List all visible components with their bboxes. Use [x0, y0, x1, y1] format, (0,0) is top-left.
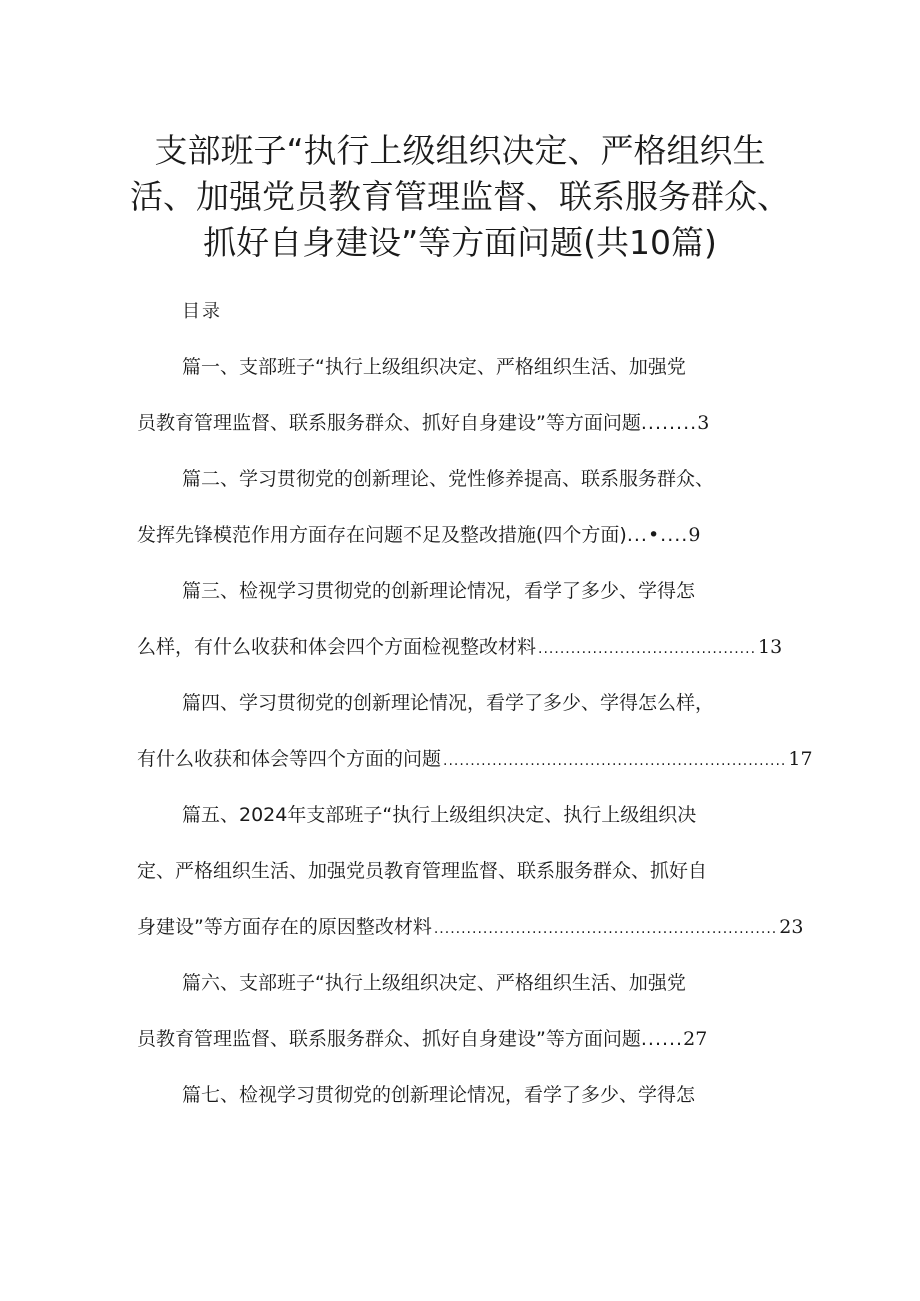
toc-entry-4-page: 17 — [788, 748, 813, 770]
title-line-3: 抓好自身建设”等方面问题(共10篇) — [203, 223, 717, 262]
title-line-2: 活、加强党员教育管理监督、联系服务群众、 — [130, 177, 790, 216]
title-line-1: 支部班子“执行上级组织决定、严格组织生 — [154, 131, 766, 170]
toc-entry-1-line-2[interactable] — [137, 408, 709, 438]
toc-entry-4-line-1[interactable]: 篇四、学习贯彻党的创新理论情况，看学了多少、学得怎么样， — [182, 692, 715, 714]
toc-entry-5-line-3[interactable] — [137, 912, 804, 944]
toc-entry-6-line-2[interactable] — [137, 1024, 707, 1054]
toc-entry-2-leader: ...•.... — [626, 524, 689, 546]
toc-entry-3-leader: ........................................ — [538, 641, 757, 657]
toc-heading: 目录 — [182, 301, 222, 322]
toc-entry-1-leader: ........ — [640, 412, 698, 434]
toc-entry-4-line-2[interactable] — [137, 744, 813, 776]
toc-entry-3-page: 13 — [758, 636, 783, 658]
toc-entry-6-text: 员教育管理监督、联系服务群众、抓好自身建设”等方面问题 — [137, 1028, 641, 1050]
toc-entry-5-text: 身建设”等方面存在的原因整改材料 — [137, 916, 432, 938]
toc-entry-2-page: 9 — [688, 524, 701, 546]
toc-entry-1-line-1[interactable]: 篇一、支部班子“执行上级组织决定、严格组织生活、加强党 — [182, 356, 686, 378]
toc-entry-6-leader: ...... — [640, 1028, 684, 1050]
toc-entry-3-line-1[interactable]: 篇三、检视学习贯彻党的创新理论情况，看学了多少、学得怎 — [182, 580, 696, 602]
toc-entry-2-line-2[interactable] — [137, 520, 700, 550]
toc-entry-6-line-1[interactable]: 篇六、支部班子“执行上级组织决定、严格组织生活、加强党 — [182, 972, 686, 994]
toc-entry-7-line-1[interactable]: 篇七、检视学习贯彻党的创新理论情况，看学了多少、学得怎 — [182, 1084, 696, 1106]
toc-entry-1-text: 员教育管理监督、联系服务群众、抓好自身建设”等方面问题 — [137, 412, 641, 434]
toc-entry-5-page: 23 — [779, 916, 804, 938]
toc-entry-6-page: 27 — [683, 1028, 708, 1050]
toc-entry-5-line-1[interactable]: 篇五、2024年支部班子“执行上级组织决定、执行上级组织决 — [182, 804, 697, 826]
toc-entry-4-leader: ............................................................... — [443, 753, 787, 769]
toc-entry-5-line-2[interactable]: 定、严格组织生活、加强党员教育管理监督、联系服务群众、抓好自 — [137, 860, 708, 882]
toc-entry-3-line-2[interactable] — [137, 632, 783, 664]
toc-entry-3-text: 么样，有什么收获和体会四个方面检视整改材料 — [137, 636, 537, 658]
toc-entry-5-leader: ............................................................... — [433, 921, 778, 937]
toc-entry-2-text: 发挥先锋模范作用方面存在问题不足及整改措施(四个方面) — [137, 524, 627, 546]
toc-entry-2-line-1[interactable]: 篇二、学习贯彻党的创新理论、党性修养提高、联系服务群众、 — [182, 468, 715, 490]
toc-entry-1-page: 3 — [697, 412, 710, 434]
document-title — [60, 128, 860, 266]
toc-entry-4-text: 有什么收获和体会等四个方面的问题 — [137, 748, 442, 770]
